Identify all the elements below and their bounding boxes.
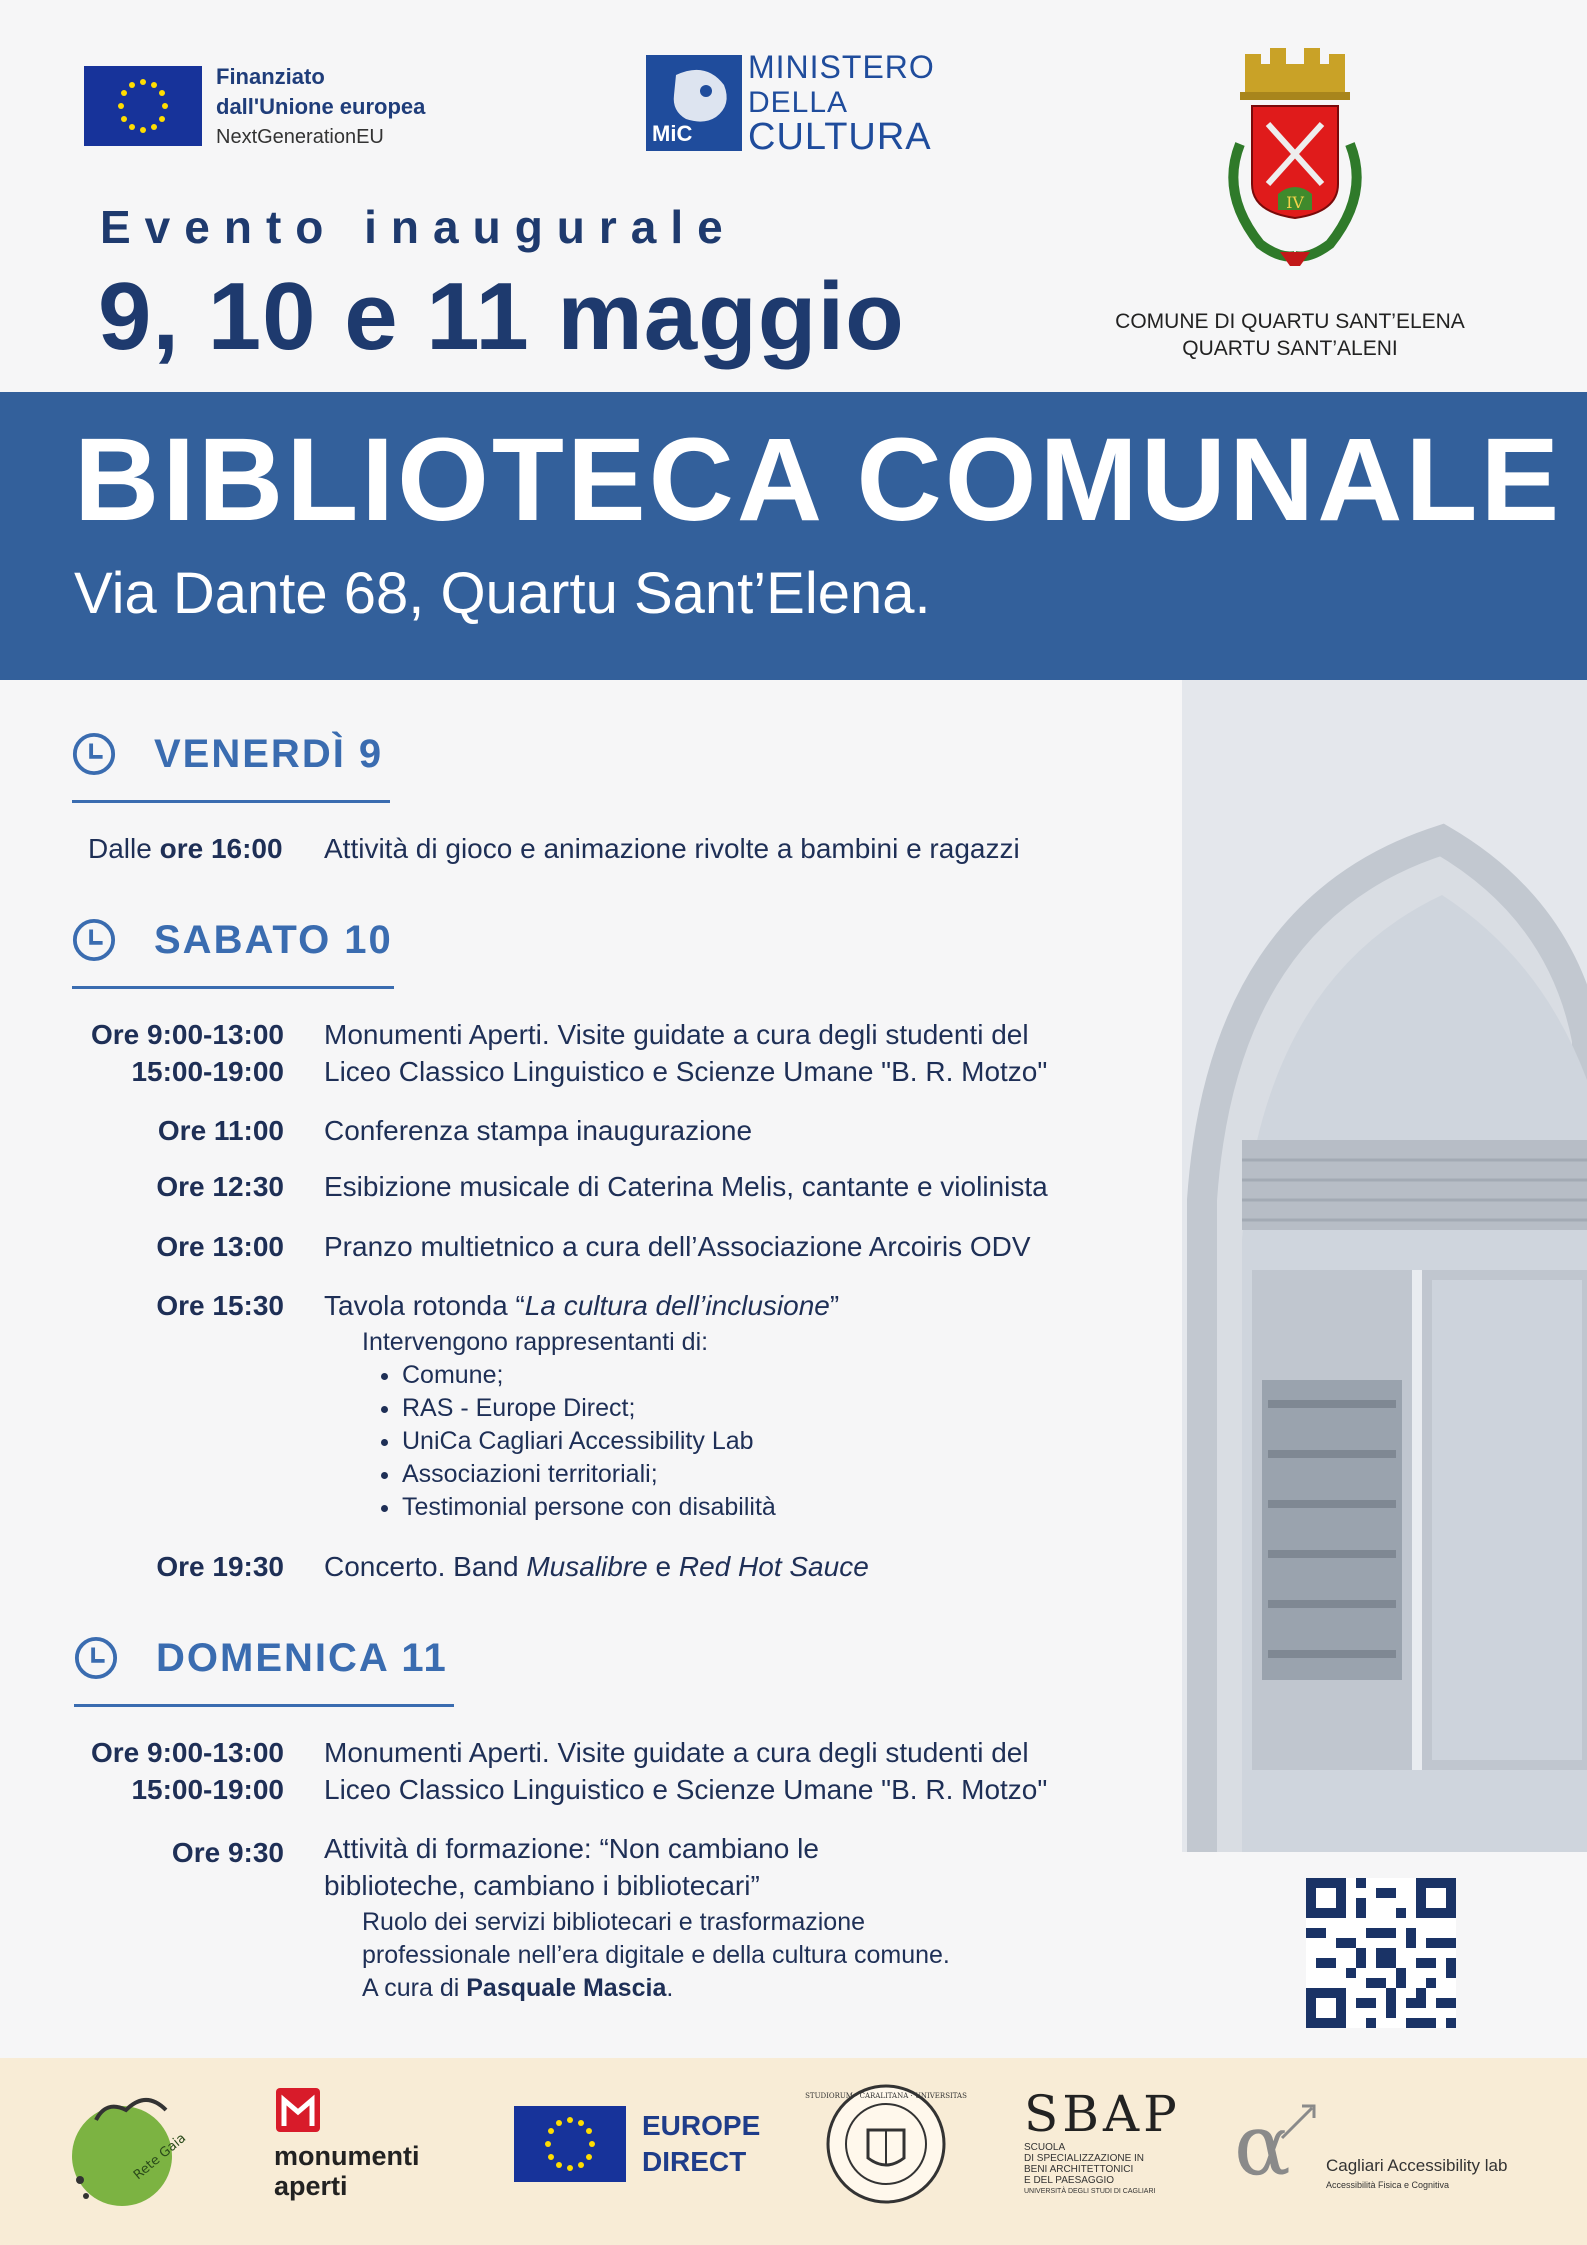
description-part: e (647, 1551, 679, 1582)
clock-icon (72, 918, 116, 962)
time-line-2: 15:00-19:00 (131, 1774, 284, 1805)
eu-line-1: Finanziato (216, 64, 325, 89)
eu-flag-logo (84, 66, 202, 146)
description-line-1: Attività di formazione: “Non cambiano le (324, 1833, 819, 1864)
svg-text:α: α (1234, 2096, 1291, 2194)
municipality-line-2: QUARTU SANT’ALENI (1182, 337, 1398, 360)
sbap-subtext (1024, 2142, 1164, 2197)
description-line-2: Liceo Classico Linguistico e Scienze Umane "B. R. Motzo" (324, 1774, 1048, 1805)
banner-title: BIBLIOTECA COMUNALE (74, 414, 1563, 546)
europe-direct-line-2: DIRECT (642, 2146, 747, 2177)
description-part: Tavola rotonda “ (324, 1290, 525, 1321)
day-label-sunday: DOMENICA 11 (156, 1636, 448, 1680)
banner-address: Via Dante 68, Quartu Sant’Elena. (74, 561, 931, 626)
subdescription-line (362, 1972, 950, 2005)
mic-logo-text: MiC (652, 121, 693, 146)
ministry-line-3: CULTURA (748, 116, 932, 158)
description-italic: La cultura dell’inclusione (524, 1290, 830, 1321)
event-description: Pranzo multietnico a cura dell’Associazione Arcoiris ODV (324, 1231, 1031, 1262)
europe-direct-line-1: EUROPE (642, 2110, 761, 2141)
ministry-line-1: MINISTERO (748, 49, 935, 85)
event-time: Ore 12:30 (156, 1171, 284, 1202)
coat-of-arms-icon (1200, 34, 1390, 304)
description-line-2: Liceo Classico Linguistico e Scienze Umane "B. R. Motzo" (324, 1056, 1048, 1087)
day-divider (72, 986, 394, 989)
sbap-sub-line: DI SPECIALIZZAZIONE IN (1024, 2153, 1145, 2164)
ministry-line-2: DELLA (748, 86, 849, 119)
sbap-logo (1024, 2085, 1181, 2197)
sbap-sub-line: UNIVERSITÀ DEGLI STUDI DI CAGLIARI (1024, 2188, 1156, 2195)
event-subdescription (362, 1906, 950, 2005)
eu-line-3: NextGenerationEU (216, 126, 384, 148)
monumenti-aperti-logo (274, 2086, 420, 2201)
event-description (324, 1016, 1047, 1090)
library-entrance-photo (1182, 680, 1587, 1852)
description-line-1: Monumenti Aperti. Visite guidate a cura degli studenti del (324, 1019, 1029, 1050)
event-time (84, 1734, 284, 1808)
event-description: Conferenza stampa inaugurazione (324, 1115, 753, 1146)
eu-line-2: dall'Unione europea (216, 94, 426, 119)
sbap-sub-line: BENI ARCHITETTONICI (1024, 2164, 1134, 2175)
subdescription-line: professionale nell’era digitale e della cultura comune. (362, 1941, 950, 1969)
clock-icon (74, 1636, 118, 1680)
university-seal-text: STUDIORUM · CARALITANA · UNIVERSITAS (805, 2092, 967, 2100)
description-italic: Red Hot Sauce (678, 1551, 869, 1582)
curator-prefix: A cura di (362, 1974, 467, 2002)
event-description (324, 1548, 869, 1585)
partner-logos-footer (0, 2058, 1587, 2245)
time-line-2: 15:00-19:00 (131, 1056, 284, 1087)
event-description: Esibizione musicale di Caterina Melis, cantante e violinista (324, 1171, 1048, 1202)
event-label: Evento inaugurale (100, 201, 737, 253)
europe-direct-flag-icon (514, 2106, 626, 2182)
accessibility-lab-alpha-icon (1232, 2096, 1322, 2194)
event-time: ore 16:00 (159, 833, 283, 864)
event-description (324, 1734, 1047, 1808)
description-line-2: biblioteche, cambiano i bibliotecari” (324, 1870, 760, 1901)
speakers-list (362, 1326, 776, 1524)
day-label-friday: VENERDÌ 9 (154, 732, 384, 776)
description-part: Concerto. Band (324, 1551, 527, 1582)
qr-code-icon[interactable] (1306, 1878, 1456, 2028)
municipality-name (1100, 308, 1480, 362)
list-item: • Testimonial persone con disabilità (402, 1491, 776, 1524)
accessibility-lab-subtext: Accessibilità Fisica e Cognitiva (1326, 2180, 1450, 2190)
subdescription-line: Ruolo dei servizi bibliotecari e trasformazione (362, 1908, 866, 1936)
sbap-sub-line: SCUOLA (1024, 2142, 1066, 2153)
event-dates: 9, 10 e 11 maggio (98, 263, 905, 370)
curator-suffix: . (666, 1974, 674, 2002)
description-line-1: Monumenti Aperti. Visite guidate a cura degli studenti del (324, 1737, 1029, 1768)
accessibility-lab-text: Cagliari Accessibility lab (1326, 2156, 1508, 2175)
event-description: Attività di gioco e animazione rivolte a bambini e ragazzi (324, 833, 1020, 864)
list-item: • RAS - Europe Direct; (402, 1392, 776, 1425)
list-item: • UniCa Cagliari Accessibility Lab (402, 1425, 776, 1458)
europe-direct-text (642, 2108, 760, 2180)
sbap-main-text: SBAP (1024, 2085, 1181, 2143)
ministry-name (748, 49, 935, 158)
time-line-1: Ore 9:00-13:00 (90, 1019, 284, 1050)
event-time (84, 1016, 284, 1090)
coat-numeral: IV (1286, 193, 1304, 212)
schedule-row (88, 830, 283, 867)
day-divider (74, 1704, 454, 1707)
event-time: Ore 9:30 (171, 1837, 284, 1868)
day-label-saturday: SABATO 10 (154, 918, 393, 962)
monumenti-text-1: monumenti (274, 2141, 420, 2171)
event-time: Ore 19:30 (156, 1551, 284, 1582)
rete-gaia-text: Rete Gaia (130, 2130, 190, 2184)
list-item: • Comune; (402, 1359, 776, 1392)
description-italic: Musalibre (526, 1551, 648, 1582)
mic-logo (646, 55, 742, 151)
curator-name: Pasquale Mascia (466, 1974, 667, 2002)
municipality-line-1: COMUNE DI QUARTU SANT’ELENA (1115, 310, 1465, 333)
university-seal-icon (805, 2082, 967, 2206)
monumenti-text-2: aperti (274, 2171, 348, 2201)
clock-icon (72, 732, 116, 776)
event-time: Ore 15:30 (156, 1290, 284, 1321)
event-description (324, 1287, 839, 1324)
description-part: ” (829, 1290, 840, 1321)
event-time: Ore 13:00 (156, 1231, 284, 1262)
day-divider (72, 800, 390, 803)
speakers-intro: Intervengono rappresentanti di: (362, 1328, 709, 1356)
rete-gaia-logo (66, 2080, 190, 2220)
sbap-sub-line: E DEL PAESAGGIO (1024, 2175, 1115, 2186)
time-line-1: Ore 9:00-13:00 (90, 1737, 284, 1768)
event-time: Ore 11:00 (157, 1115, 284, 1146)
event-description (324, 1830, 819, 1904)
monumenti-aperti-icon (274, 2086, 324, 2136)
eu-funding-text (216, 62, 425, 152)
list-item: • Associazioni territoriali; (402, 1458, 776, 1491)
time-prefix: Dalle (88, 833, 160, 864)
